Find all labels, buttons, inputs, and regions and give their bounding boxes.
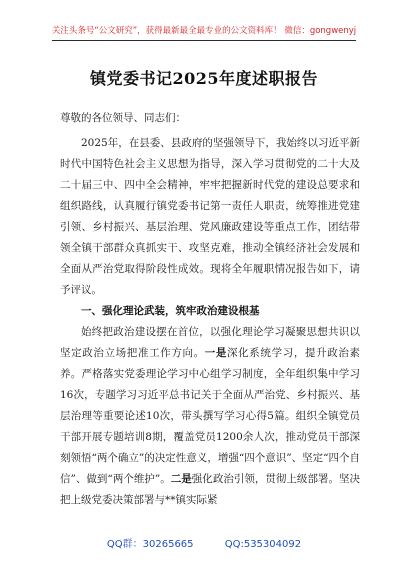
header-banner: 关注头条号“公文研究”，获得最新最全最专业的公文资料库！ 微信：gongwenyj [51,26,357,36]
footer-qq: QQ:535304092 [224,539,302,550]
footer [0,535,408,550]
salutation: 尊敬的各位领导、同志们： [60,112,186,124]
section-paragraph-text-b: 深化系统学习，提升政治素养。严格落实党委理论学习中心组学习制度，全年组织集中学习16次，专题学习习近平总书记关于全面从严治党、乡村振兴、基层治理等重要论述10次，带头撰写学习心得5篇。组织全镇党员干部开展专题培训8期，覆盖党员1200余人次，推动党员干部深刻领悟“两个确立”的决定性意义，增强“四个意识”、坚定“四个自信”、做到“两个维护”。 [60,347,361,485]
document-title: 镇党委书记2025年度述职报告 [89,69,319,88]
section-paragraph-text-c: 强化政治引领，贯彻上级部署。坚决把上级党委决策部署与**镇实际紧 [60,473,360,506]
footer-qq-group: QQ群：30265665 [106,539,194,550]
header-divider [52,40,356,41]
section-paragraph-text-a: 始终把政治建设摆在首位，以强化理论学习凝聚思想共识以坚定政治立场把准工作方向。 [60,326,360,359]
section-heading: 一、强化理论武装，筑牢政治建设根基 [81,305,260,317]
intro-paragraph: 2025年，在县委、县政府的坚强领导下，我始终以习近平新时代中国特色社会主义思想为指导，深入学习贯彻党的二十大及二十届三中、四中全会精神，牢牢把握新时代党的建设总要求和组织路线，认真履行镇党委书记第一责任人职责，统筹推进党建引领、乡村振兴、基层治理、党风廉政建设等重点工作，团结带领全镇干部群众真抓实干、攻坚克难，推动全镇经济社会发展和全面从严治党取得阶段性成效。现将全年履职情况报告如下，请予评议。 [60,137,360,296]
point-marker-1: 一是 [204,347,228,359]
section-paragraph [60,322,360,511]
document-body [60,108,360,511]
point-marker-2: 二是 [170,473,192,485]
